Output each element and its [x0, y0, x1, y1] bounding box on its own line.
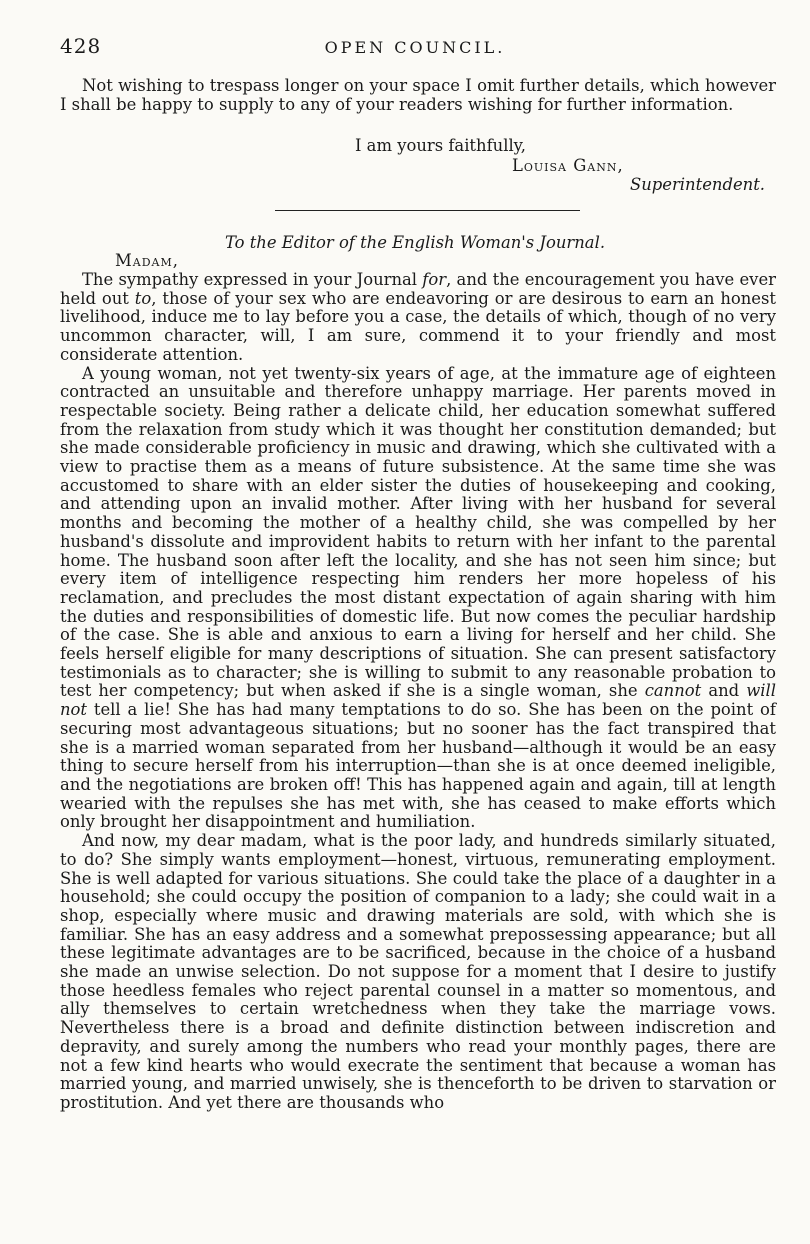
paragraph-1: The sympathy expressed in your Journal for, and the encouragement you have ever held out to, those of your sex who are endeavoring or are desirous to earn an honest livelihood, induce me to lay before you a case, the details of which, though of no very uncommon character, will, I am sure, commend it to your friendly and most considerate attention.: [60, 270, 777, 364]
letter2-heading: To the Editor of the English Woman's Journal.: [224, 233, 606, 252]
letter2-body: [60, 271, 776, 1113]
section-divider: [275, 210, 580, 211]
page-header: [60, 34, 770, 62]
paragraph-2: A young woman, not yet twenty-six years of age, at the immature age of eighteen contracted an unsuitable and therefore unhappy marriage. Her parents moved in respectable society. Being rather a delicate child, her education somewhat suffered from the relaxation from study which it was thought her constitution demanded; but she made considerable proficiency in music and drawing, which she cultivated with a view to practise them as a means of future subsistence. At the same time she was accustomed to share with an elder sister the duties of housekeeping and cooking, and attending upon an invalid mother. After living with her husband for several months and becoming the mother of a healthy child, she was compelled by her husband's dissolute and improvident habits to return with her infant to the parental home. The husband soon after left the locality, and she has not seen him since; but every item of intelligence respecting him renders her more hopeless of his reclamation, and precludes the most distant expectation of again sharing with him the duties and responsibilities of domestic life. But now comes the peculiar hardship of the case. She is able and anxious to earn a living for herself and her child. She feels herself eligible for many descriptions of situation. She can present satisfactory testimonials as to character; she is willing to submit to any reasonable probation to test her competency; but when asked if she is a single woman, she cannot and will not tell a lie! She has had many temptations to do so. She has been on the point of securing most advantageous situations; but no sooner has the fact transpired that she is a married woman separated from her husband—although it would be an easy thing to secure herself from his interruption—than she is at once deemed ineligible, and the negotiations are broken off! This has happened again and again, till at length wearied with the repulses she has met with, she has ceased to make efforts which only brought her disappointment and humiliation.: [60, 363, 776, 832]
letter1-role: Superintendent.: [630, 175, 765, 194]
letter1-closing-paragraph: Not wishing to trespass longer on your space I omit further details, which however I shall be happy to supply to any of your readers wishing for further information.: [60, 76, 776, 114]
running-head: OPEN COUNCIL.: [324, 38, 506, 57]
paragraph-3: And now, my dear madam, what is the poor lady, and hundreds similarly situated, to do? She simply wants employment—honest, virtuous, remunerating employment. She is well adapted for various situations. She could take the place of a daughter in a household; she could occupy the position of companion to a lady; she could wait in a shop, especially where music and drawing materials are sold, with which she is familiar. She has an easy address and a somewhat prepossessing appearance; but all these legitimate advantages are to be sacrificed, because in the choice of a husband she made an unwise selection. Do not suppose for a moment that I desire to justify those heedless females who reject parental counsel in a matter so momentous, and ally themselves to certain wretchedness when they take the marriage vows. Nevertheless there is a broad and definite distinction between indiscretion and depravity, and surely among the numbers who read your monthly pages, there are not a few kind hearts who would execrate the sentiment that because a woman has married young, and married unwisely, she is thenceforth to be driven to starvation or prostitution. And yet there are thousands who: [60, 831, 776, 1112]
letter1-signature: Louisa Gann,: [512, 156, 624, 175]
letter1-closing: I am yours faithfully,: [355, 136, 526, 155]
page-number: 428: [60, 34, 102, 58]
letter2-salutation: Madam,: [115, 251, 179, 270]
